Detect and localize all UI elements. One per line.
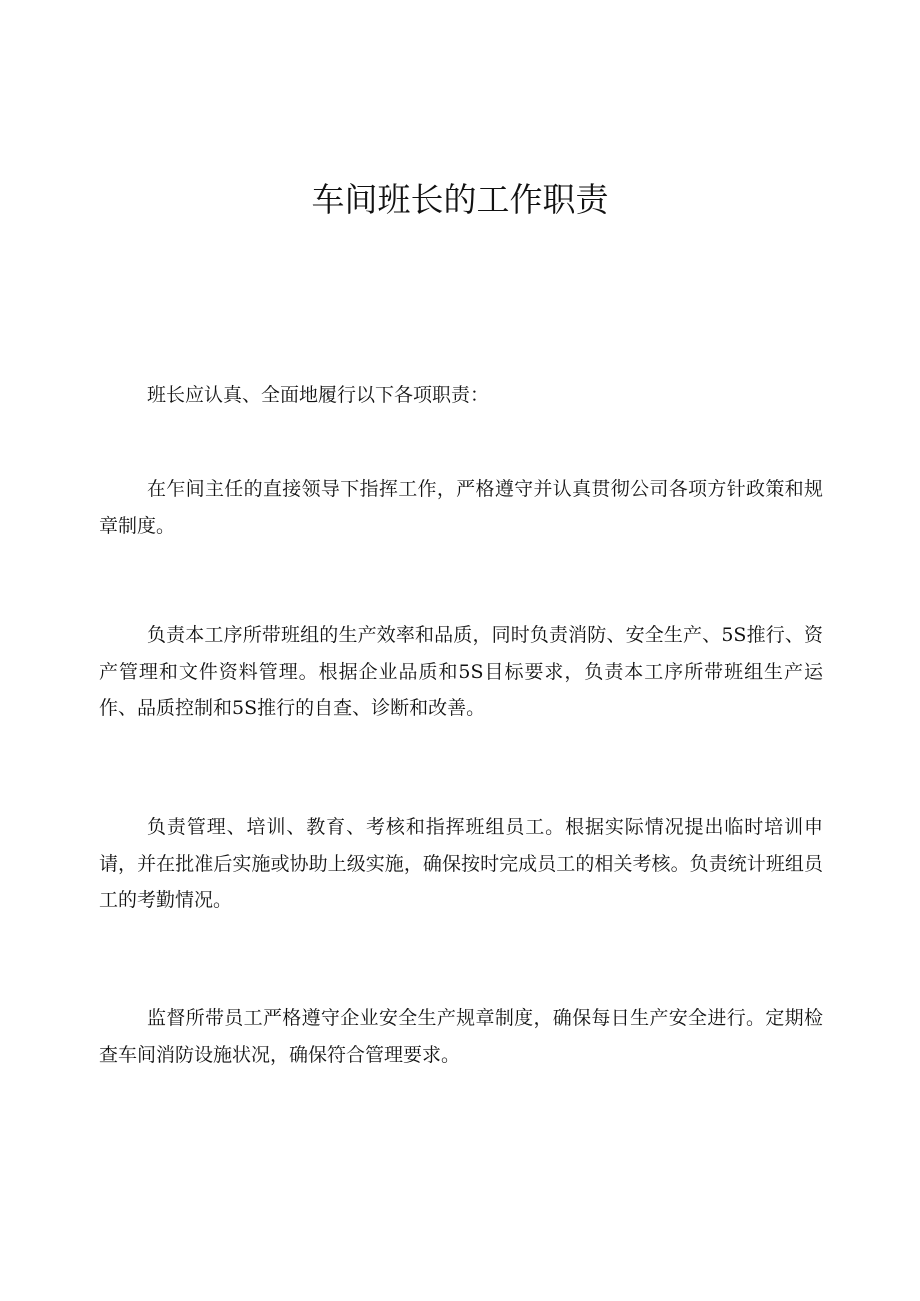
duty-paragraph-1: 在乍间主任的直接领导下指挥工作，严格遵守并认真贯彻公司各项方针政策和规章制度。 [99,478,823,537]
duty-paragraph-3: 负责管理、培训、教育、考核和指挥班组员工。根据实际情况提出临时培训申请，并在批准后实施或协助上级实施，确保按时完成员工的相关考核。负责统计班组员工的考勤情况。 [99,816,823,911]
duty-paragraph-2: 负责本工序所带班组的生产效率和品质，同时负责消防、安全生产、5S推行、资产管理和文件资料管理。根据企业品质和5S目标要求，负责本工序所带班组生产运作、品质控制和5S推行的自查、诊断和改善。 [99,624,823,719]
document-title: 车间班长的工作职责 [311,180,609,219]
intro-paragraph: 班长应认真、全面地履行以下各项职责： [147,384,490,406]
duty-paragraph-4: 监督所带员工严格遵守企业安全生产规章制度，确保每日生产安全进行。定期检查车间消防设施状况，确保符合管理要求。 [99,1007,823,1066]
